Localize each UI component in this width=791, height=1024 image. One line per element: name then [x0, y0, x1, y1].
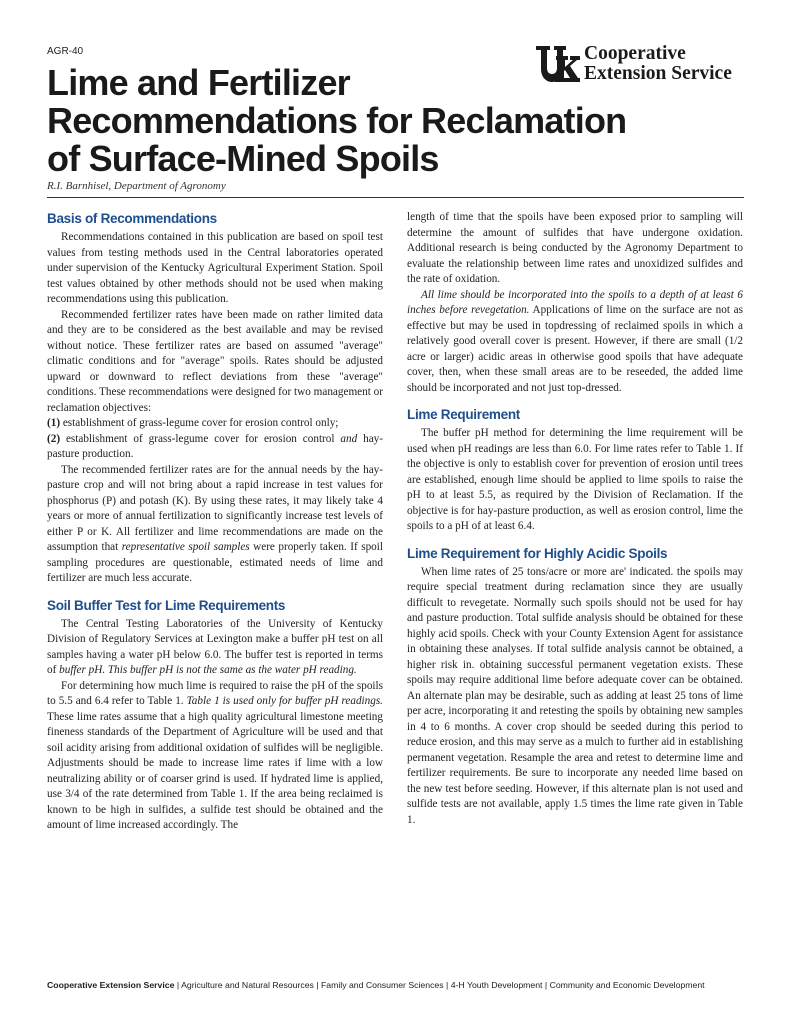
left-column: [47, 210, 383, 834]
lime-requirement-paragraph: The buffer pH method for determining the lime requirement will be used when pH readings are less than 6.0. For lime rates refer to Table 1. If the objective is only to establish cover for prevention of erosion until trees are established, enough lime should be applied to lime spoils to raise the pH to at least 5.5, as required by the Division of Reclamation. If the objective is for hay-pasture production, as well as erosion control, lime the spoils to a pH of at least 6.4.: [407, 427, 743, 532]
title-line-1: Lime and Fertilizer: [47, 62, 350, 103]
title-line-2: Recommendations for Reclamation: [47, 100, 627, 141]
basis-paragraph-2: Recommended fertilizer rates have been made on rather limited data and they are to be considered as the best available and may be revised without notice. These fertilizer rates are based on assumed "average" climatic conditions and for "average" spoils. Rates should be adjusted upward or downward to reflect deviations from these "average" conditions. These recommendations were designed for two management or reclamation objectives: (1) establishment of grass-legume cover for erosion control only; (2) establishment of grass-legume cover for erosion control and hay-pasture production.: [47, 308, 383, 460]
heading-lime-requirement: Lime Requirement: [407, 407, 520, 422]
footer-item-community: Community and Economic Development: [549, 980, 705, 990]
header-divider: [47, 197, 744, 198]
footer-item-family: Family and Consumer Sciences: [320, 980, 444, 990]
document-title: [47, 64, 687, 178]
footer-item-4h: 4-H Youth Development: [450, 980, 543, 990]
footer-org: Cooperative Extension Service: [47, 980, 175, 990]
basis-paragraph-1: Recommendations contained in this publication are based on spoil test values from testing methods used in the Central laboratories operated under supervision of the Kentucky Agricultural Experiment Station. Spoil test values obtained by other methods should not be used when making recommendations using this publication.: [47, 231, 383, 305]
publication-number: AGR-40: [47, 46, 84, 57]
footer: Cooperative Extension Service | Agriculture and Natural Resources | Family and Consumer Sciences | 4-H Youth Development | Community and Economic Development: [47, 980, 705, 990]
heading-basis: Basis of Recommendations: [47, 211, 217, 226]
acidic-spoils-paragraph: When lime rates of 25 tons/acre or more are' indicated. the spoils may require special treatment during reclamation since they are usually difficult to revegetate. Normally such spoils should not be used for hay and pasture production. Total sulfide analysis should be obtained for these highly acid spoils. Check with your County Extension Agent for assistance in obtaining these analyses. If total sulfide analysis cannot be obtained, a higher risk in. obtaining successful permanent vegetation exists. These spoils may require additional lime before adequate cover can be obtained. An alternate plan may be desirable, such as adding at least 25 tons of lime per acre, incorporating it and retesting the spoils by obtaining new samples in 4 to 6 months. A cover crop should be seeded during this period to reduce erosion, and this may serve as a mulch to further aid in establishing permanent vegetation. Resample the area and retest to determine lime and fertilizer requirements. Be sure to incorporate any needed lime based on the new test before seeding. However, if this alternate plan is not used and sulfide tests are not available, apply 1.5 times the lime rate given in Table 1.: [407, 565, 743, 826]
title-line-3: of Surface-Mined Spoils: [47, 138, 439, 179]
heading-acidic-spoils: Lime Requirement for Highly Acidic Spoils: [407, 545, 668, 561]
buffer-paragraph-2: For determining how much lime is required to raise the pH of the spoils to 5.5 and 6.4 refer to Table 1. Table 1 is used only for buffer pH readings. These lime rates assume that a high quality agricultural limestone meeting fineness standards of the Department of Agriculture will be used and that soil acidity arising from additional oxidation of sulfides will be negligible. Adjustments should be made to increase lime rates if lime with a low neutralizing ability or of coarser grind is used. If hydrated lime is applied, use 3/4 of the rate determined from Table 1. If the area being reclaimed is known to be high in sulfides, a sulfide test should be obtained and the amount of lime increased accordingly. The: [47, 679, 383, 831]
logo-line-2: Extension Service: [584, 63, 732, 84]
right-column: [407, 210, 743, 828]
footer-item-agriculture: Agriculture and Natural Resources: [181, 980, 314, 990]
author-line: R.I. Barnhisel, Department of Agronomy: [47, 180, 226, 192]
logo-line-1: Cooperative: [584, 43, 686, 64]
buffer-paragraph-1: The Central Testing Laboratories of the University of Kentucky Division of Regulatory Services at Lexington make a buffer pH test on all samples having a water pH below 6.0. The buffer test is reported in terms of buffer pH. This buffer pH is not the same as the water pH reading.: [47, 617, 383, 676]
heading-buffer-test: Soil Buffer Test for Lime Requirements: [47, 597, 286, 613]
buffer-paragraph-2-continued: length of time that the spoils have been exposed prior to sampling will determine the amount of sulfides that have undergone oxidation. Additional research is being conducted by the Agronomy Department to evaluate the relationship between lime rates and unoxidized sulfides and the rate of oxidation.: [407, 211, 743, 285]
basis-paragraph-3: The recommended fertilizer rates are for the annual needs by the hay-pasture crop and will not bring about a rapid increase in test values for phosphorus (P) and potash (K). By using these rates, it may likely take 4 years or more of annual fertilization to significantly increase test levels of either P or K. All fertilizer and lime recommendations are made on the assumption that representative spoil samples were properly taken. If spoil sampling procedures are questionable, estimated needs of lime and fertilizer are much less accurate.: [47, 463, 383, 584]
buffer-paragraph-3: All lime should be incorporated into the spoils to a depth of at least 6 inches before revegetation. Applications of lime on the surface are not as effective but may be used in topdressing of reclaimed spoils in which a relatively good overall cover is present. However, if there are small (1/2 acre or larger) acidic areas in otherwise good spoils that have adequate cover, then, when these small areas are to be reseeded, the added lime should be incorporated and not just top-dressed.: [407, 288, 744, 394]
